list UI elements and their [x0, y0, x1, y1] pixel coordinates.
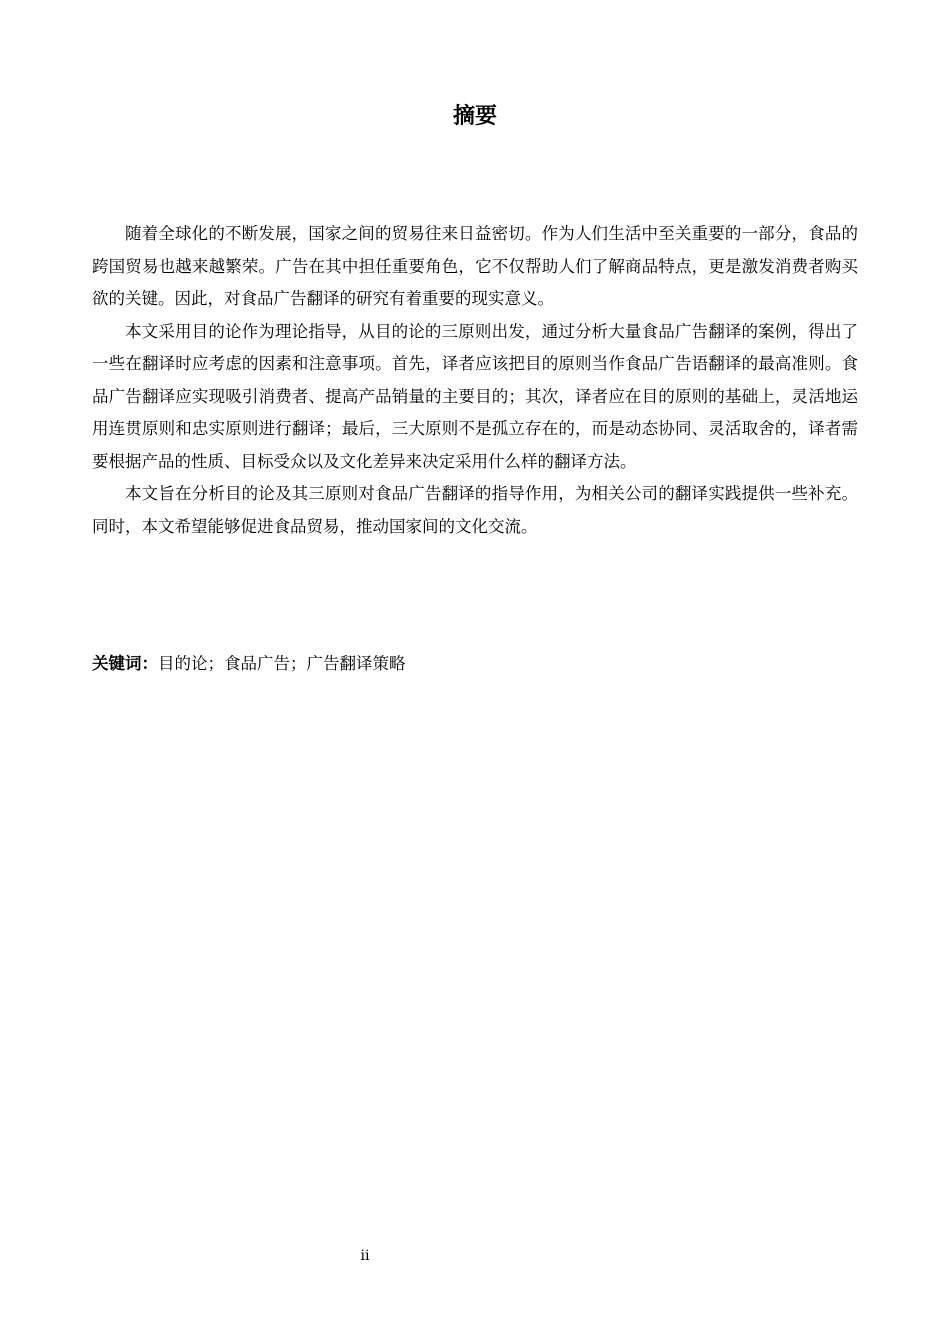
abstract-body [92, 218, 858, 543]
page-title: 摘要 [452, 104, 497, 129]
keywords-value: 目的论；食品广告；广告翻译策略 [158, 654, 406, 673]
page-number: ii [360, 1248, 370, 1264]
keywords-label: 关键词： [92, 654, 158, 673]
abstract-paragraph-1: 随着全球化的不断发展，国家之间的贸易往来日益密切。作为人们生活中至关重要的一部分，食品的跨国贸易也越来越繁荣。广告在其中担任重要角色，它不仅帮助人们了解商品特点，更是激发消费者购买欲的关键。因此，对食品广告翻译的研究有着重要的现实意义。 [92, 224, 858, 308]
abstract-paragraph-2: 本文采用目的论作为理论指导，从目的论的三原则出发，通过分析大量食品广告翻译的案例，得出了一些在翻译时应考虑的因素和注意事项。首先，译者应该把目的原则当作食品广告语翻译的最高准则。食品广告翻译应实现吸引消费者、提高产品销量的主要目的；其次，译者应在目的原则的基础上，灵活地运用连贯原则和忠实原则进行翻译；最后，三大原则不是孤立存在的，而是动态协同、灵活取舍的，译者需要根据产品的性质、目标受众以及文化差异来决定采用什么样的翻译方法。 [92, 321, 858, 471]
keywords-line [92, 648, 858, 680]
abstract-paragraph-3: 本文旨在分析目的论及其三原则对食品广告翻译的指导作用，为相关公司的翻译实践提供一些补充。同时，本文希望能够促进食品贸易，推动国家间的文化交流。 [92, 484, 858, 536]
